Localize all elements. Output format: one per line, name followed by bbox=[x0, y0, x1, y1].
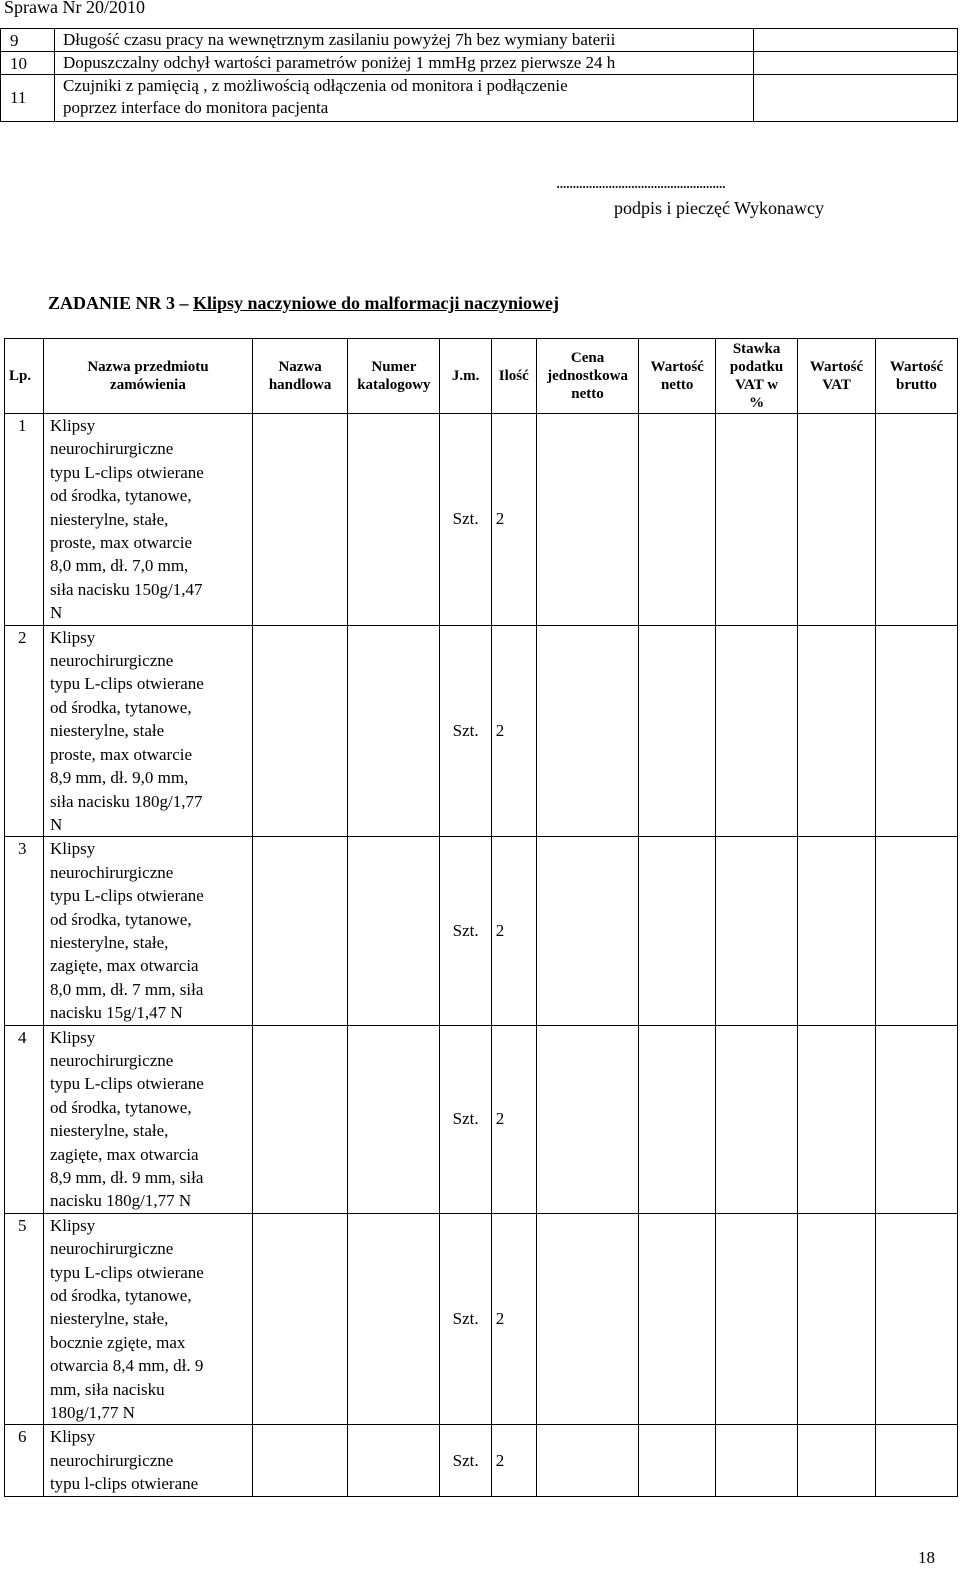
requirement-text-line: Czujniki z pamięcią , z możliwością odłączenia od monitora i podłączenie bbox=[63, 76, 568, 95]
item-name-line: mm, siła nacisku bbox=[49, 1379, 165, 1399]
column-header-line: Wartość bbox=[809, 359, 864, 375]
item-lp: 5 bbox=[5, 1213, 44, 1425]
item-name-line: typu L-clips otwierane bbox=[49, 1262, 204, 1282]
catalog-number-cell bbox=[348, 414, 440, 626]
item-quantity: 2 bbox=[491, 414, 536, 626]
column-header bbox=[716, 339, 798, 414]
vat-value-cell bbox=[798, 414, 876, 626]
column-header bbox=[43, 339, 252, 414]
page-number: 18 bbox=[918, 1548, 935, 1567]
vat-rate-cell bbox=[716, 1425, 798, 1496]
catalog-number-cell bbox=[348, 1425, 440, 1496]
catalog-number-cell bbox=[348, 1025, 440, 1213]
column-header bbox=[639, 339, 716, 414]
catalog-number-cell bbox=[348, 837, 440, 1025]
item-lp: 6 bbox=[5, 1425, 44, 1496]
unit-price-cell bbox=[536, 414, 638, 626]
item-name bbox=[43, 1425, 252, 1496]
net-value-cell bbox=[639, 625, 716, 837]
item-row bbox=[5, 837, 958, 1025]
item-unit: Szt. bbox=[440, 1025, 491, 1213]
trade-name-cell bbox=[252, 625, 347, 837]
column-header-line: katalogowy bbox=[357, 377, 431, 393]
net-value-cell bbox=[639, 414, 716, 626]
item-name-line: zagięte, max otwarcia bbox=[49, 956, 199, 976]
unit-price-cell bbox=[536, 1025, 638, 1213]
item-row bbox=[5, 625, 958, 837]
item-name-line: 8,9 mm, dł. 9 mm, siła bbox=[49, 1168, 204, 1187]
column-header-line: jednostkowa bbox=[547, 368, 628, 384]
item-unit: Szt. bbox=[440, 414, 491, 626]
item-lp: 4 bbox=[5, 1025, 44, 1213]
item-name-line: neurochirurgiczne bbox=[49, 1450, 174, 1470]
requirement-text-line: poprzez interface do monitora pacjenta bbox=[63, 98, 329, 117]
item-name bbox=[43, 1213, 252, 1425]
vat-value-cell bbox=[798, 1213, 876, 1425]
item-name-line: siła nacisku 150g/1,47 bbox=[49, 579, 203, 599]
item-lp: 2 bbox=[5, 625, 44, 837]
column-header bbox=[348, 339, 440, 414]
vat-value-cell bbox=[798, 1025, 876, 1213]
item-name bbox=[43, 414, 252, 626]
task-title bbox=[48, 293, 559, 314]
item-name-line: 180g/1,77 N bbox=[49, 1403, 135, 1423]
item-name-line: Klipsy bbox=[49, 1215, 96, 1235]
item-name-line: niesterylne, stałe, bbox=[49, 1309, 169, 1329]
requirement-answer-cell bbox=[754, 75, 958, 122]
gross-value-cell bbox=[875, 1213, 957, 1425]
item-unit: Szt. bbox=[440, 625, 491, 837]
requirement-number: 9 bbox=[1, 29, 55, 52]
task-prefix: ZADANIE NR 3 – bbox=[48, 293, 194, 313]
item-name-line: siła nacisku 180g/1,77 bbox=[49, 791, 203, 811]
item-name-line: zagięte, max otwarcia bbox=[49, 1144, 199, 1164]
requirement-text bbox=[55, 75, 754, 122]
item-name-line: od środka, tytanowe, bbox=[49, 1286, 192, 1306]
item-lp: 3 bbox=[5, 837, 44, 1025]
column-header-line: Stawka bbox=[732, 341, 781, 357]
column-header-line: Nazwa bbox=[278, 359, 322, 375]
column-header bbox=[440, 339, 491, 414]
requirement-answer-cell bbox=[754, 29, 958, 52]
item-unit: Szt. bbox=[440, 1213, 491, 1425]
column-header bbox=[798, 339, 876, 414]
vat-value-cell bbox=[798, 625, 876, 837]
item-name-line: 8,0 mm, dł. 7,0 mm, bbox=[49, 556, 189, 576]
column-header-line: zamówienia bbox=[110, 377, 186, 393]
item-name-line: nacisku 15g/1,47 N bbox=[49, 1003, 183, 1023]
trade-name-cell bbox=[252, 414, 347, 626]
item-name-line: typu L-clips otwierane bbox=[49, 1074, 204, 1094]
item-name-line: typu l-clips otwierane bbox=[49, 1474, 199, 1494]
item-name-line: od środka, tytanowe, bbox=[49, 1097, 192, 1117]
item-row bbox=[5, 414, 958, 626]
item-name-line: neurochirurgiczne bbox=[49, 862, 174, 882]
item-quantity: 2 bbox=[491, 1425, 536, 1496]
item-name bbox=[43, 837, 252, 1025]
item-name-line: Klipsy bbox=[49, 627, 96, 647]
item-name-line: od środka, tytanowe, bbox=[49, 486, 192, 506]
column-header-line: Lp. bbox=[9, 368, 32, 384]
column-header-line: brutto bbox=[896, 377, 937, 393]
vat-rate-cell bbox=[716, 837, 798, 1025]
item-name bbox=[43, 625, 252, 837]
item-name-line: proste, max otwarcie bbox=[49, 744, 193, 764]
requirement-row bbox=[1, 52, 958, 75]
requirements-table bbox=[0, 28, 958, 122]
catalog-number-cell bbox=[348, 625, 440, 837]
item-name-line: otwarcia 8,4 mm, dł. 9 bbox=[49, 1356, 204, 1376]
item-lp: 1 bbox=[5, 414, 44, 626]
column-header bbox=[491, 339, 536, 414]
vat-value-cell bbox=[798, 837, 876, 1025]
item-name-line: Klipsy bbox=[49, 1027, 96, 1047]
column-header-line: % bbox=[749, 395, 765, 411]
trade-name-cell bbox=[252, 1025, 347, 1213]
column-header-line: Wartość bbox=[889, 359, 944, 375]
requirement-text-line: Dopuszczalny odchył wartości parametrów poniżej 1 mmHg przez pierwsze 24 h bbox=[63, 53, 616, 72]
trade-name-cell bbox=[252, 1425, 347, 1496]
requirement-text bbox=[55, 29, 754, 52]
vat-value-cell bbox=[798, 1425, 876, 1496]
column-header-line: Ilość bbox=[498, 368, 529, 384]
column-header bbox=[875, 339, 957, 414]
item-name-line: Klipsy bbox=[49, 416, 96, 435]
catalog-number-cell bbox=[348, 1213, 440, 1425]
unit-price-cell bbox=[536, 625, 638, 837]
column-header-line: Nazwa przedmiotu bbox=[87, 359, 209, 375]
requirement-text-line: Długość czasu pracy na wewnętrznym zasilaniu powyżej 7h bez wymiany baterii bbox=[63, 30, 616, 49]
item-name-line: nacisku 180g/1,77 N bbox=[49, 1191, 192, 1211]
vat-rate-cell bbox=[716, 1213, 798, 1425]
items-table bbox=[4, 338, 958, 1497]
item-name-line: 8,9 mm, dł. 9,0 mm, bbox=[49, 768, 189, 788]
column-header-line: Cena bbox=[570, 350, 605, 366]
column-header-line: netto bbox=[571, 386, 604, 402]
item-name-line: proste, max otwarcie bbox=[49, 533, 193, 553]
unit-price-cell bbox=[536, 1213, 638, 1425]
item-name-line: N bbox=[49, 603, 63, 623]
gross-value-cell bbox=[875, 414, 957, 626]
item-quantity: 2 bbox=[491, 1025, 536, 1213]
vat-rate-cell bbox=[716, 414, 798, 626]
vat-rate-cell bbox=[716, 1025, 798, 1213]
column-header bbox=[536, 339, 638, 414]
column-header-line: netto bbox=[660, 377, 694, 393]
document-header: Sprawa Nr 20/2010 bbox=[4, 0, 145, 17]
item-name-line: typu L-clips otwierane bbox=[49, 886, 204, 906]
item-name-line: typu L-clips otwierane bbox=[49, 674, 204, 694]
item-quantity: 2 bbox=[491, 1213, 536, 1425]
net-value-cell bbox=[639, 1025, 716, 1213]
vat-rate-cell bbox=[716, 625, 798, 837]
item-name bbox=[43, 1025, 252, 1213]
column-header-line: podatku bbox=[729, 359, 784, 375]
item-name-line: Klipsy bbox=[49, 839, 96, 859]
column-header-line: VAT w bbox=[735, 377, 779, 393]
item-name-line: neurochirurgiczne bbox=[49, 439, 174, 459]
item-name-line: typu L-clips otwierane bbox=[49, 462, 204, 482]
item-name-line: 8,0 mm, dł. 7 mm, siła bbox=[49, 979, 204, 999]
requirement-number: 11 bbox=[1, 75, 55, 122]
unit-price-cell bbox=[536, 837, 638, 1025]
gross-value-cell bbox=[875, 625, 957, 837]
column-header-line: VAT bbox=[822, 377, 851, 393]
item-name-line: niesterylne, stałe, bbox=[49, 932, 169, 952]
gross-value-cell bbox=[875, 837, 957, 1025]
item-row bbox=[5, 1025, 958, 1213]
column-header-line: J.m. bbox=[451, 368, 480, 384]
requirement-number: 10 bbox=[1, 52, 55, 75]
net-value-cell bbox=[639, 1213, 716, 1425]
column-header-line: Numer bbox=[371, 359, 417, 375]
item-name-line: niesterylne, stałe, bbox=[49, 509, 169, 529]
item-name-line: niesterylne, stałe, bbox=[49, 1121, 169, 1141]
signature-line: .................................................... bbox=[556, 173, 725, 192]
item-quantity: 2 bbox=[491, 625, 536, 837]
item-name-line: niesterylne, stałe bbox=[49, 721, 165, 741]
item-unit: Szt. bbox=[440, 837, 491, 1025]
gross-value-cell bbox=[875, 1025, 957, 1213]
item-name-line: od środka, tytanowe, bbox=[49, 909, 192, 929]
signature-label: podpis i pieczęć Wykonawcy bbox=[614, 198, 825, 218]
unit-price-cell bbox=[536, 1425, 638, 1496]
item-name-line: neurochirurgiczne bbox=[49, 651, 174, 671]
item-name-line: neurochirurgiczne bbox=[49, 1239, 174, 1259]
task-name: Klipsy naczyniowe do malformacji naczyniowej bbox=[193, 293, 559, 313]
requirement-answer-cell bbox=[754, 52, 958, 75]
item-row bbox=[5, 1425, 958, 1496]
column-header-line: handlowa bbox=[268, 377, 332, 393]
item-row bbox=[5, 1213, 958, 1425]
gross-value-cell bbox=[875, 1425, 957, 1496]
net-value-cell bbox=[639, 1425, 716, 1496]
item-name-line: bocznie zgięte, max bbox=[49, 1332, 186, 1352]
item-name-line: N bbox=[49, 814, 63, 834]
requirement-row bbox=[1, 29, 958, 52]
item-name-line: neurochirurgiczne bbox=[49, 1050, 174, 1070]
item-name-line: Klipsy bbox=[49, 1427, 96, 1447]
items-header-row bbox=[5, 339, 958, 414]
requirement-row bbox=[1, 75, 958, 122]
item-name-line: od środka, tytanowe, bbox=[49, 697, 192, 717]
item-quantity: 2 bbox=[491, 837, 536, 1025]
column-header-line: Wartość bbox=[650, 359, 704, 375]
trade-name-cell bbox=[252, 837, 347, 1025]
requirement-text bbox=[55, 52, 754, 75]
item-unit: Szt. bbox=[440, 1425, 491, 1496]
column-header bbox=[5, 339, 44, 414]
trade-name-cell bbox=[252, 1213, 347, 1425]
net-value-cell bbox=[639, 837, 716, 1025]
column-header bbox=[252, 339, 347, 414]
